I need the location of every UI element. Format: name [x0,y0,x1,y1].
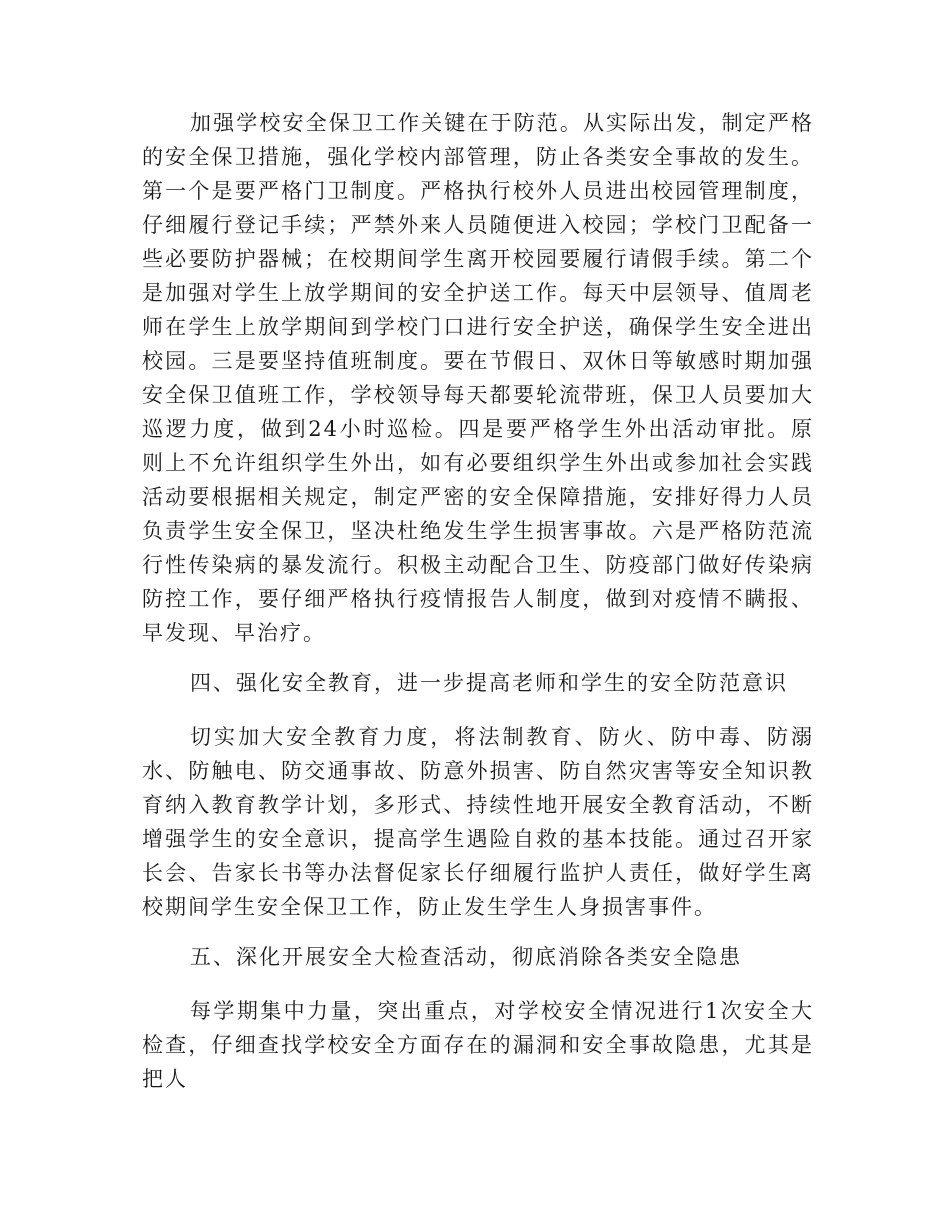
section-heading-5: 五、深化开展安全大检查活动，彻底消除各类安全隐患 [190,945,742,969]
document-body [142,106,814,1112]
paragraph-safety-education: 切实加大安全教育力度，将法制教育、防火、防中毒、防溺水、防触电、防交通事故、防意外损害、防自然灾害等安全知识教育纳入教育教学计划，多形式、持续性地开展安全教育活动，不断增强学生的安全意识，提高学生遇险自救的基本技能。通过召开家长会、告家长书等办法督促家长仔细履行监护人责任，做好学生离校期间学生安全保卫工作，防止发生学生人身损害事件。 [142,725,814,919]
paragraph-security-measures: 加强学校安全保卫工作关键在于防范。从实际出发，制定严格的安全保卫措施，强化学校内部管理，防止各类安全事故的发生。第一个是要严格门卫制度。严格执行校外人员进出校园管理制度，仔细履行登记手续；严禁外来人员随便进入校园；学校门卫配备一些必要防护器械；在校期间学生离开校园要履行请假手续。第二个是加强对学生上放学期间的安全护送工作。每天中层领导、值周老师在学生上放学期间到学校门口进行安全护送，确保学生安全进出校园。三是要坚持值班制度。要在节假日、双休日等敏感时期加强安全保卫值班工作，学校领导每天都要轮流带班，保卫人员要加大巡逻力度，做到24小时巡检。四是要严格学生外出活动审批。原则上不允许组织学生外出，如有必要组织学生外出或参加社会实践活动要根据相关规定，制定严密的安全保障措施，安排好得力人员负责学生安全保卫，坚决杜绝发生学生损害事故。六是严格防范流行性传染病的暴发流行。积极主动配合卫生、防疫部门做好传染病防控工作，要仔细严格执行疫情报告人制度，做到对疫情不瞒报、早发现、早治疗。 [142,111,814,645]
paragraph-safety-inspection: 每学期集中力量，突出重点，对学校安全情况进行1次安全大检查，仔细查找学校安全方面存在的漏洞和安全事故隐患，尤其是把人 [142,999,814,1091]
section-heading-4: 四、强化安全教育，进一步提高老师和学生的安全防范意识 [190,671,788,695]
